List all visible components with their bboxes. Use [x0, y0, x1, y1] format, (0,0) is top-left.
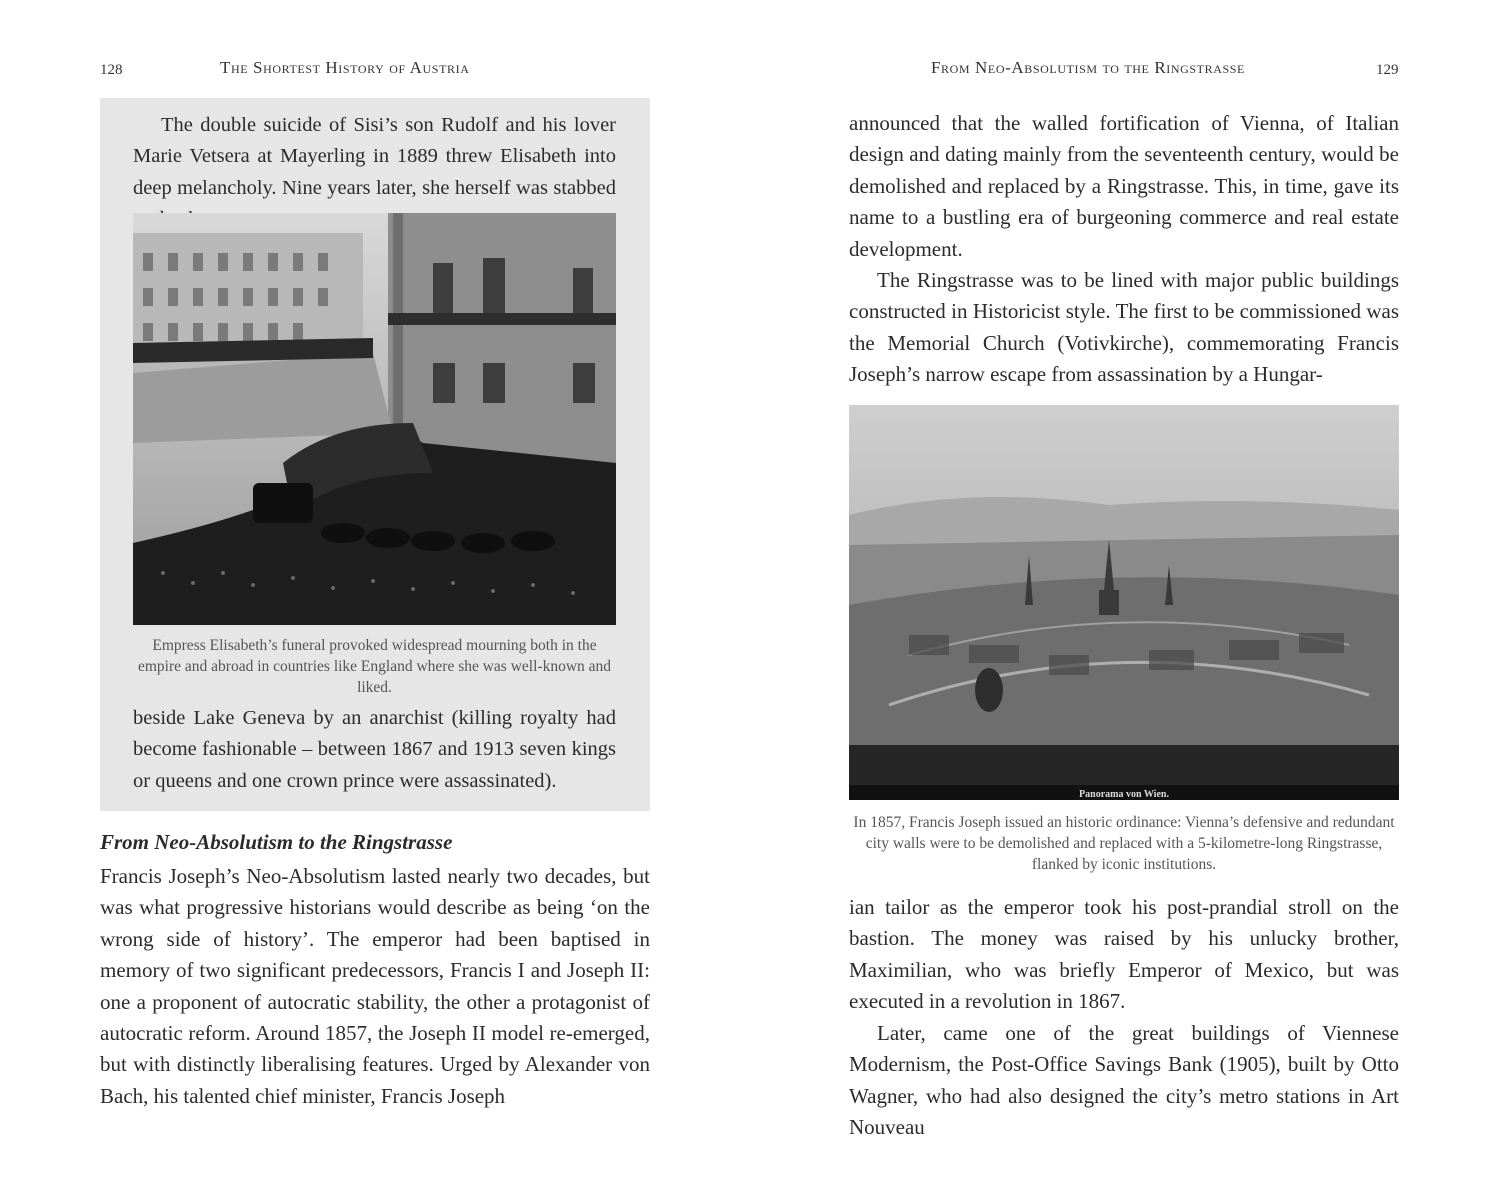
- page-number-left: 128: [100, 62, 123, 78]
- sidebar-paragraph-1: The double suicide of Sisi’s son Rudolf and his lover Marie Vetsera at Mayerling in 1889 threw Elisabeth into deep melancholy. Nine years later, she herself was stabbed: [133, 114, 616, 199]
- sidebar-paragraph-2: beside Lake Geneva by an anarchist (killing royalty had become fashionable – between 1867 and 1913 seven kings or queens and one crown prince were assassinated).: [133, 707, 616, 792]
- left-body-paragraph: Francis Joseph’s Neo-Absolutism lasted nearly two decades, but was what progressive historians would describe as being ‘on the wrong side of history’. The emperor had been baptised in memory of two significant predecessors, Francis I and Joseph II: one a proponent of autocratic stability, the other a protagonist of autocratic reform. Around 1857, the Joseph II model re-emerged, but with distinctly liberalising features. Urged by Alexander von Bach, his talented chief minister, Francis Joseph: [100, 864, 650, 1108]
- right-paragraph-4: Later, came one of the great buildings of Viennese Modernism, the Post-Office Savings Bank (1905), built by Otto Wagner, who had also designed the city’s metro stations in Art Nouveau: [849, 1021, 1399, 1140]
- vienna-panorama-photo: [849, 405, 1399, 800]
- funeral-photo-illustration: [133, 213, 616, 625]
- funeral-photo: [133, 213, 616, 625]
- running-head-left: The Shortest History of Austria: [220, 58, 470, 77]
- vienna-panorama-illustration: [849, 405, 1399, 800]
- section-heading: From Neo-Absolutism to the Ringstrasse: [100, 830, 453, 854]
- funeral-photo-caption: Empress Elisabeth’s funeral provoked widespread mourning both in the empire and abroad in countries like England where she was well-known and liked.: [137, 637, 612, 696]
- panorama-label: Panorama von Wien.: [1079, 789, 1169, 800]
- panorama-photo-caption: In 1857, Francis Joseph issued an historic ordinance: Vienna’s defensive and redundant city walls were to be demolished and replaced with a 5-kilometre-long Ringstrasse, flanked by iconic institutions.: [853, 814, 1395, 873]
- right-paragraph-2: The Ringstrasse was to be lined with major public buildings constructed in Historicist style. The first to be commissioned was the Memorial Church (Votivkirche), commemorating Francis Joseph’s narrow escape from assassination by a Hungar-: [849, 268, 1399, 387]
- right-paragraph-1: announced that the walled fortification of Vienna, of Italian design and dating mainly from the seventeenth century, would be demolished and replaced by a Ringstrasse. This, in time, gave its name to a bustling era of burgeoning commerce and real estate development.: [849, 111, 1399, 261]
- page-number-right: 129: [1376, 62, 1399, 78]
- right-page: [750, 0, 1500, 1200]
- sidebar-box: [100, 98, 650, 811]
- running-head-right: From Neo-Absolutism to the Ringstrasse: [931, 58, 1245, 77]
- right-paragraph-3: ian tailor as the emperor took his post-prandial stroll on the bastion. The money was raised by his unlucky brother, Maximilian, who was briefly Emperor of Mexico, but was executed in a revolution in 1867.: [849, 895, 1399, 1014]
